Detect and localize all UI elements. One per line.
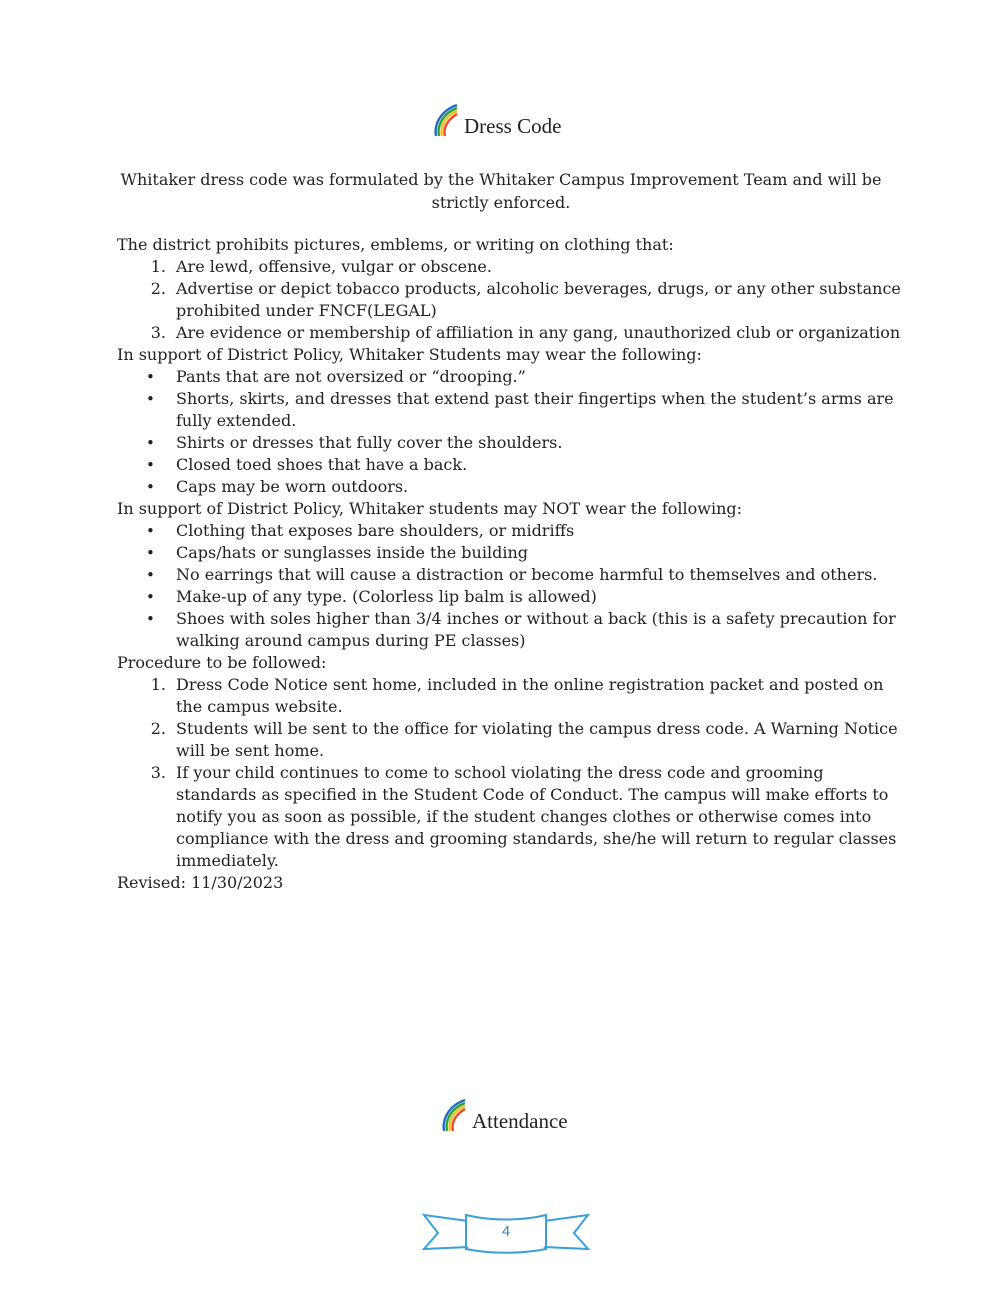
may-wear-lead: In support of District Policy, Whitaker Students may wear the following: bbox=[117, 345, 702, 364]
rainbow-icon bbox=[430, 103, 460, 137]
list-item-text: Are lewd, offensive, vulgar or obscene. bbox=[176, 257, 492, 276]
bullet-icon: • bbox=[146, 434, 155, 452]
bullet-icon: • bbox=[146, 544, 155, 562]
may-wear-list bbox=[117, 366, 902, 498]
list-item bbox=[117, 432, 902, 454]
list-number: 3. bbox=[150, 323, 166, 342]
list-item-text: Clothing that exposes bare shoulders, or midriffs bbox=[176, 521, 575, 540]
prohibits-lead: The district prohibits pictures, emblems, or writing on clothing that: bbox=[117, 235, 674, 254]
bullet-icon: • bbox=[146, 610, 155, 628]
list-item-text: Shorts, skirts, and dresses that extend past their fingertips when the student’s arms are fully extended. bbox=[176, 389, 894, 430]
list-item bbox=[117, 256, 902, 278]
bullet-icon: • bbox=[146, 456, 155, 474]
bullet-icon: • bbox=[146, 478, 155, 496]
dress-code-body bbox=[117, 234, 902, 894]
procedure-lead: Procedure to be followed: bbox=[117, 653, 327, 672]
revised-date: Revised: 11/30/2023 bbox=[117, 873, 284, 892]
list-item-text: Shirts or dresses that fully cover the shoulders. bbox=[176, 433, 563, 452]
list-item-text: Closed toed shoes that have a back. bbox=[176, 455, 468, 474]
list-number: 2. bbox=[150, 719, 166, 738]
list-item-text: Shoes with soles higher than 3/4 inches or without a back (this is a safety precaution for walking around campus during PE classes) bbox=[176, 609, 896, 650]
list-number: 1. bbox=[150, 257, 166, 276]
list-item-text: No earrings that will cause a distraction or become harmful to themselves and others. bbox=[176, 565, 878, 584]
list-item bbox=[117, 564, 902, 586]
rainbow-icon bbox=[438, 1098, 468, 1132]
section-title: Dress Code bbox=[464, 114, 562, 138]
list-item-text: If your child continues to come to school violating the dress code and grooming standards as specified in the Student Code of Conduct. The campus will make efforts to notify you as soon as possible, if the student changes clothes or otherwise comes into compliance with the dress and grooming standards, she/he will return to regular classes immediately. bbox=[176, 763, 897, 870]
list-item-text: Pants that are not oversized or “drooping.” bbox=[176, 367, 526, 386]
list-item bbox=[117, 366, 902, 388]
bullet-icon: • bbox=[146, 522, 155, 540]
list-item bbox=[117, 476, 902, 498]
list-item bbox=[117, 608, 902, 652]
may-not-wear-list bbox=[117, 520, 902, 652]
list-item-text: Caps/hats or sunglasses inside the building bbox=[176, 543, 528, 562]
list-item bbox=[117, 718, 902, 762]
list-item bbox=[117, 322, 902, 344]
list-item bbox=[117, 520, 902, 542]
list-number: 2. bbox=[150, 279, 166, 298]
list-item bbox=[117, 278, 902, 322]
list-item-text: Caps may be worn outdoors. bbox=[176, 477, 409, 496]
dress-code-heading bbox=[430, 103, 561, 137]
list-item-text: Advertise or depict tobacco products, alcoholic beverages, drugs, or any other substance prohibited under FNCF(LEGAL) bbox=[176, 279, 901, 320]
section-title: Attendance bbox=[472, 1109, 568, 1133]
bullet-icon: • bbox=[146, 566, 155, 584]
list-item-text: Are evidence or membership of affiliation in any gang, unauthorized club or organization bbox=[176, 323, 901, 342]
list-item-text: Students will be sent to the office for violating the campus dress code. A Warning Notice will be sent home. bbox=[176, 719, 898, 760]
list-item-text: Make-up of any type. (Colorless lip balm is allowed) bbox=[176, 587, 597, 606]
bullet-icon: • bbox=[146, 588, 155, 606]
list-number: 3. bbox=[150, 763, 166, 782]
may-not-wear-lead: In support of District Policy, Whitaker students may NOT wear the following: bbox=[117, 499, 743, 518]
bullet-icon: • bbox=[146, 368, 155, 386]
list-item bbox=[117, 388, 902, 432]
procedure-list bbox=[117, 674, 902, 872]
list-item bbox=[117, 674, 902, 718]
list-number: 1. bbox=[150, 675, 166, 694]
list-item bbox=[117, 762, 902, 872]
page-number-banner bbox=[420, 1207, 592, 1257]
list-item bbox=[117, 542, 902, 564]
list-item bbox=[117, 454, 902, 476]
bullet-icon: • bbox=[146, 390, 155, 408]
list-item bbox=[117, 586, 902, 608]
list-item-text: Dress Code Notice sent home, included in the online registration packet and posted on the campus website. bbox=[176, 675, 884, 716]
prohibits-list bbox=[117, 256, 902, 344]
page-number: 4 bbox=[501, 1223, 511, 1240]
intro-paragraph: Whitaker dress code was formulated by the Whitaker Campus Improvement Team and will be strictly enforced. bbox=[120, 170, 882, 212]
attendance-heading bbox=[438, 1098, 568, 1132]
